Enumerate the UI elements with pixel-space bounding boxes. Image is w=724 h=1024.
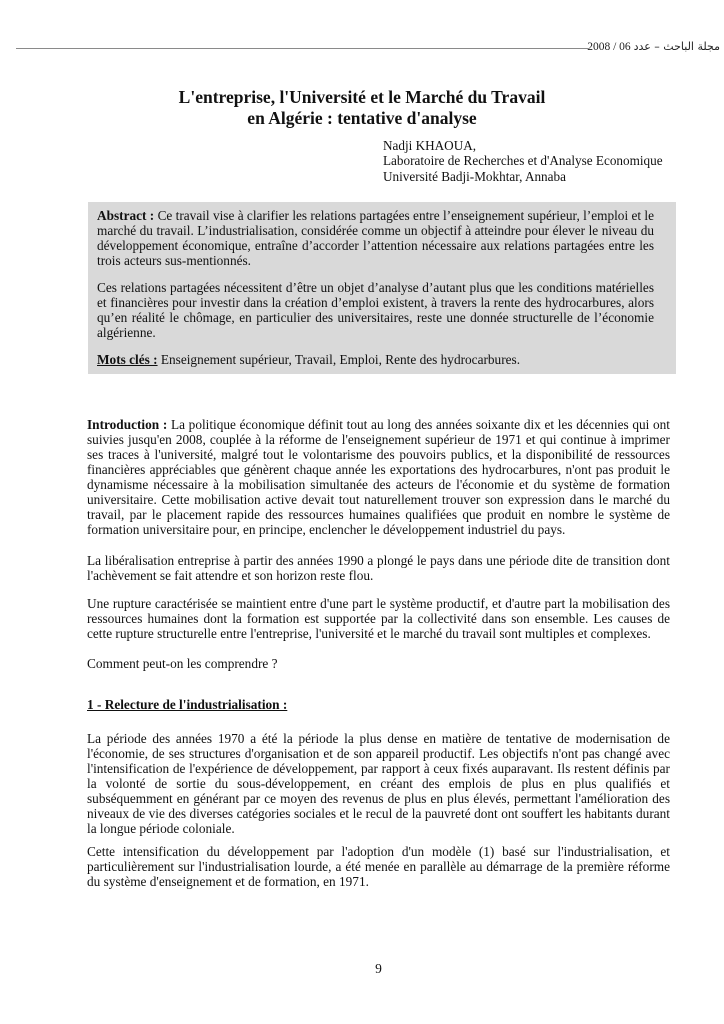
article-body bbox=[87, 417, 670, 889]
keywords-label: Mots clés : bbox=[97, 352, 158, 367]
journal-name-arabic: مجلة الباحث – عدد bbox=[633, 40, 720, 53]
page-number: 9 bbox=[375, 961, 382, 976]
header-divider bbox=[16, 48, 588, 49]
abstract-text-1: Ce travail vise à clarifier les relations partagées entre l’enseignement supérieur, l’emploi et le marché du travail. L’industrialisation, considérée comme un objectif à atteindre pour élever le niveau du développement économique, entraîne d’accorder l’attention nécessaire aux relations partagées entre les trois acteurs sus-mentionnés. bbox=[97, 208, 654, 268]
title-line-2: en Algérie : tentative d'analyse bbox=[247, 107, 477, 128]
abstract-paragraph-1 bbox=[97, 208, 654, 268]
author-name: Nadji KHAOUA, bbox=[383, 138, 477, 153]
author-affiliation-university: Université Badji-Mokhtar, Annaba bbox=[383, 168, 566, 184]
title-line-1: L'entreprise, l'Université et le Marché du Travail bbox=[178, 87, 546, 107]
section-1-heading: 1 - Relecture de l'industrialisation : bbox=[87, 697, 288, 712]
abstract-label: Abstract : bbox=[97, 208, 155, 223]
paragraph-liberalisation: La libéralisation entreprise à partir des années 1990 a plongé le pays dans une période dite de transition dont l'achèvement se fait attendre et son horizon reste flou. bbox=[87, 553, 670, 583]
author-affiliation-lab: Laboratoire de Recherches et d'Analyse Economique bbox=[383, 153, 663, 169]
keywords-line bbox=[97, 352, 654, 367]
author-block bbox=[383, 138, 663, 184]
introduction-label: Introduction : bbox=[87, 417, 168, 432]
question-line: Comment peut-on les comprendre ? bbox=[87, 656, 278, 671]
paragraph-rupture: Une rupture caractérisée se maintient entre d'une part le système productif, et d'autre part la mobilisation des ressources humaines dont la formation est supportée par la collectivité dans son ensemble. Les causes de cette rupture structurelle entre l'entreprise, l'université et le marché du travail sont multiples et complexes. bbox=[87, 596, 670, 641]
section-1-paragraph-1: La période des années 1970 a été la période la plus dense en matière de tentative de modernisation de l'économie, de ses structures d'organisation et de son appareil productif. Les objectifs n'ont pas changé avec l'intensification de l'expérience de développement, par rapport à ceux fixés auparavant. Ils restent définis par la volonté de sortie du sous-développement, en créant des emplois de plus en plus qualifiés et subséquemment en générant par ce moyen des revenus de plus en plus élevés, permettant l'amélioration des niveaux de vie des diverses catégories sociales et le recul de la pauvreté dont ont souffert les habitants durant la longue période coloniale. bbox=[87, 731, 670, 836]
abstract-box bbox=[88, 202, 676, 374]
section-1-paragraph-2: Cette intensification du développement par l'adoption d'un modèle (1) basé sur l'industrialisation, et particulièrement sur l'industrialisation lourde, a été menée en parallèle au démarrage de la première réforme du système d'enseignement et de formation, en 1971. bbox=[87, 844, 670, 889]
introduction-paragraph bbox=[87, 417, 670, 537]
introduction-text: La politique économique définit tout au long des années soixante dix et les décennies qui ont suivies jusqu'en 2008, couplée à la réforme de l'enseignement supérieur de 1971 et qui continue à imprimer ses traces à l'université, malgré tout le volontarisme des pouvoirs publics, et la disponibilité de ressources financières appréciables que génèrent chaque année les exportations des hydrocarbures, n'ont pas produit le dynamisme nécessaire à la mobilisation simultanée des acteurs de l'économie et du système de formation universitaire. Cette mobilisation active devait tout naturellement trouver son expression dans le marché du travail, par le placement rapide des ressources humaines qualifiées que produit en nombre le système de formation universitaire pour, en principe, enclencher le développement industriel du pays. bbox=[87, 417, 670, 537]
journal-header bbox=[587, 40, 720, 53]
abstract-paragraph-2: Ces relations partagées nécessitent d’être un objet d’analyse d’autant plus que les conditions matérielles et financières pour investir dans la création d’emploi existent, à travers la rente des hydrocarbures, alors qu’en réalité le chômage, en particulier des universitaires, reste une donnée structurelle de l’économie algérienne. bbox=[97, 280, 654, 340]
keywords-text: Enseignement supérieur, Travail, Emploi, Rente des hydrocarbures. bbox=[160, 352, 521, 367]
page-title bbox=[0, 87, 724, 128]
issue-number: 2008 / 06 bbox=[587, 41, 631, 53]
